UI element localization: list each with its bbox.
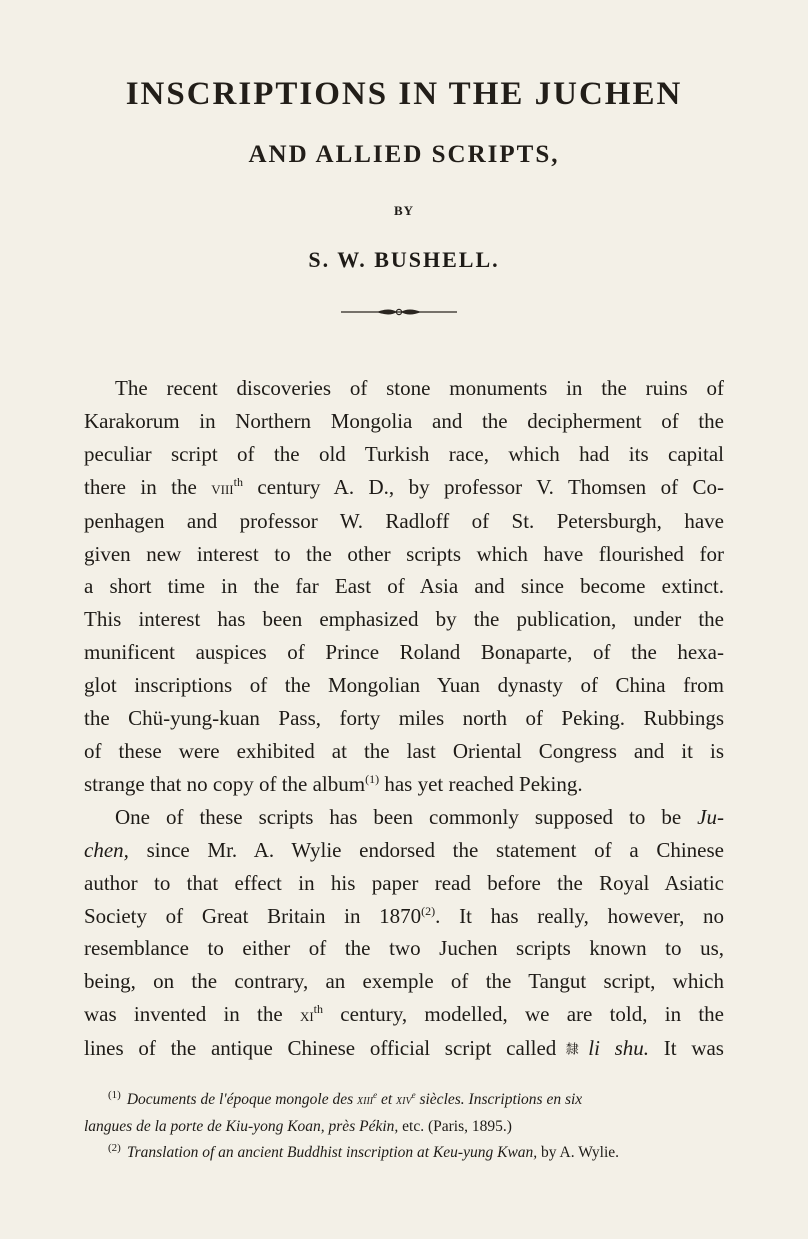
text-line: resemblance to either of the two Juchen scripts known to us, <box>84 936 724 961</box>
text-line: was invented in the $xi^{th}$ century, modelled, we are told, in the <box>84 1002 724 1027</box>
text-line: The recent discoveries of stone monuments in the ruins of <box>115 376 724 400</box>
text-line: This interest has been emphasized by the publication, under the <box>84 607 724 632</box>
text-line: Society of Great Britain in 1870$^{(2)}$. It has really, however, no <box>84 903 724 928</box>
author-name: S. W. BUSHELL. <box>308 247 500 272</box>
by-line: BY <box>393 203 415 218</box>
text-line: glot inscriptions of the Mongolian Yuan dynasty of China from <box>84 673 724 698</box>
text-line: lines of the antique Chinese official script called隸li shu. It was <box>84 1036 724 1061</box>
text-line: peculiar script of the old Turkish race, which had its capital <box>84 441 724 466</box>
title-line-1: INSCRIPTIONS IN THE JUCHEN <box>125 76 683 112</box>
body-text <box>84 372 724 1067</box>
footnote-1-continued: langues de la porte de Kiu-yong Koan, près Pékin, etc. (Paris, 1895.) <box>84 1118 512 1135</box>
text-line: strange that no copy of the album$^{(1)}$ has yet reached Peking. <box>84 771 583 796</box>
text-line: given new interest to the other scripts which have flourished for <box>84 541 724 566</box>
text-line: Karakorum in Northern Mongolia and the decipherment of the <box>84 408 724 433</box>
text-line: chen, since Mr. A. Wylie endorsed the statement of a Chinese <box>84 837 724 862</box>
text-line: penhagen and professor W. Radloff of St. Petersburgh, have <box>84 508 724 533</box>
divider-ornament <box>339 304 459 320</box>
chinese-character: 隸 <box>556 1041 589 1057</box>
text-line: being, on the contrary, an exemple of the Tangut script, which <box>84 969 724 994</box>
title-line-2: AND ALLIED SCRIPTS, <box>248 141 560 168</box>
text-line: a short time in the far East of Asia and since become extinct. <box>84 574 724 599</box>
text-line: One of these scripts has been commonly supposed to be Ju- <box>115 804 724 829</box>
footnote-1: $^{(1)}$ Documents de l'époque mongole des xiii$^e$ et xiv$^e$ siècles. Inscriptions en six <box>108 1088 583 1108</box>
text-line: author to that effect in his paper read before the Royal Asiatic <box>84 870 724 895</box>
text-line: munificent auspices of Prince Roland Bonaparte, of the hexa- <box>84 640 724 665</box>
text-line: the Chü-yung-kuan Pass, forty miles north of Peking. Rubbings <box>84 706 724 731</box>
text-line: of these were exhibited at the last Oriental Congress and it is <box>84 738 724 763</box>
footnote-2: $^{(2)}$ Translation of an ancient Buddhist inscription at Keu-yung Kwan, by A. Wylie. <box>108 1141 620 1161</box>
text-line: there in the viii$^{th}$ century A. D., by professor V. Thomsen of Co- <box>84 474 724 499</box>
footnotes <box>84 1087 726 1166</box>
